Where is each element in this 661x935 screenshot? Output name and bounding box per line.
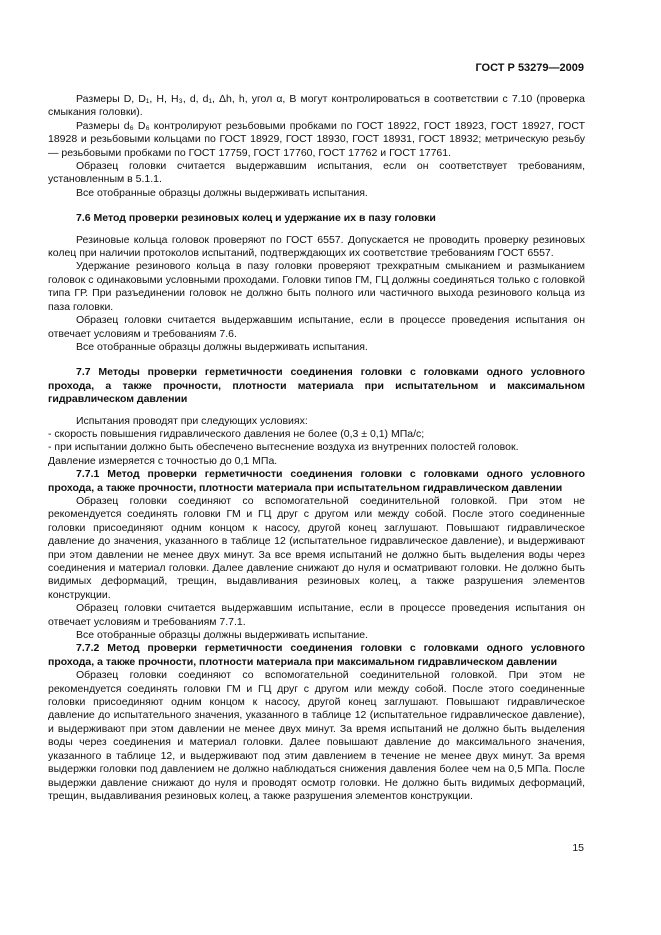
paragraph: Образец головки соединяют со вспомогательной соединительной головкой. При этом не рекомендуется соединять головки ГМ и ГЦ друг с другом или между собой. После этого соединенные головки присоединяют одним концом к насосу, другой конец заглушают. Повышают гидравлическое давление до значения, указанного в таблице 12 (испытательное гидравлическое давление), и выдерживают при этом давлении не менее двух минут. За все время испытаний не должно быть выделения воды через соединения и материал головки. Далее давление снижают до нуля и осматривают головки. Не должно быть видимых деформаций, трещин, выдавливания резиновых колец, а также разрушения элементов конструкции. bbox=[48, 494, 585, 601]
paragraph: Давление измеряется с точностью до 0,1 МПа. bbox=[48, 454, 278, 467]
paragraph: Образец головки считается выдержавшим испытание, если в процессе проведения испытания он отвечает условиям и требованиям 7.6. bbox=[48, 314, 585, 340]
paragraph: Образец головки считается выдержавшим испытание, если в процессе проведения испытания он отвечает условиям и требованиям 7.7.1. bbox=[48, 602, 585, 628]
list-item: - скорость повышения гидравлического давления не более (0,3 ± 0,1) МПа/с; bbox=[48, 427, 425, 440]
section-heading-7-7: 7.7 Методы проверки герметичности соединения головки с головками одного условного прохода, а также прочности, плотности материала при испытательном и максимальном гидравлическом давлении bbox=[48, 366, 585, 406]
page-number: 15 bbox=[572, 842, 584, 854]
paragraph: Размеры d₆ D₆ контролируют резьбовыми пробками по ГОСТ 18922, ГОСТ 18923, ГОСТ 18927, ГОСТ 18928 и резьбовыми кольцами по ГОСТ 18929, ГОСТ 18930, ГОСТ 18931, ГОСТ 18932; метрическую резьбу — резьбовыми пробками по ГОСТ 17759, ГОСТ 17760, ГОСТ 17762 и ГОСТ 17761. bbox=[48, 119, 585, 159]
paragraph: Резиновые кольца головок проверяют по ГОСТ 6557. Допускается не проводить проверку резиновых колец при наличии протоколов испытаний, подтверждающих их соответствие требованиям ГОСТ 6557. bbox=[48, 233, 585, 260]
paragraph: Все отобранные образцы должны выдерживать испытания. bbox=[76, 186, 368, 199]
paragraph: Все отобранные образцы должны выдерживать испытания. bbox=[76, 340, 368, 353]
paragraph: Образец головки соединяют со вспомогательной соединительной головкой. При этом не рекомендуется соединять головки ГМ и ГЦ друг с другом или между собой. После этого соединенные головки присоединяют одним концом к насосу, другой конец заглушают. Повышают гидравлическое давление до испытательного значения, указанного в таблице 12 (испытательное гидравлическое давление), и выдерживают при этом давлении не менее двух минут. За время испытаний не должно быть выделения воды через соединения и материал головки. Далее повышают давление до максимального значения, указанного в таблице 12, и выдерживают под этим давлением в течение не менее двух минут. За время выдержки головки под давлением не должно наблюдаться снижения давления более чем на 0,5 МПа. После выдержки давление снижают до нуля и проводят осмотр головки. Не должно быть видимых деформаций, трещин, выдавливания резиновых колец, а также разрушения элементов конструкции. bbox=[48, 669, 585, 802]
doc-header: ГОСТ Р 53279—2009 bbox=[475, 62, 584, 74]
paragraph: Образец головки считается выдержавшим испытания, если он соответствует требованиям, установленным в 5.1.1. bbox=[48, 160, 585, 186]
paragraph: Испытания проводят при следующих условиях: bbox=[76, 414, 308, 427]
subsection-heading-7-7-1: 7.7.1 Метод проверки герметичности соединения головки с головками одного условного прохода, а также прочности, плотности материала при испытательном гидравлическом давлении bbox=[48, 468, 585, 494]
list-item: - при испытании должно быть обеспечено вытеснение воздуха из внутренних полостей головок. bbox=[48, 441, 519, 454]
page-body bbox=[48, 93, 585, 803]
subsection-heading-7-7-2: 7.7.2 Метод проверки герметичности соединения головки с головками одного условного прохода, а также прочности, плотности материала при максимальном гидравлическом давлении bbox=[48, 642, 585, 668]
paragraph: Удержание резинового кольца в пазу головки проверяют трехкратным смыканием и размыканием головок с одинаковыми условными проходами. Головки типов ГМ, ГЦ должны соединяться только с головкой типа ГР. При разъединении головок не должно быть полного или частичного выхода резинового кольца из паза головки. bbox=[48, 260, 585, 313]
paragraph: Размеры D, D₁, H, H₃, d, d₁, Δh, h, угол α, B могут контролироваться в соответствии с 7.10 (проверка смыкания головки). bbox=[48, 93, 585, 119]
paragraph: Все отобранные образцы должны выдерживать испытание. bbox=[76, 629, 368, 642]
section-heading-7-6: 7.6 Метод проверки резиновых колец и удержание их в пазу головки bbox=[76, 212, 436, 225]
